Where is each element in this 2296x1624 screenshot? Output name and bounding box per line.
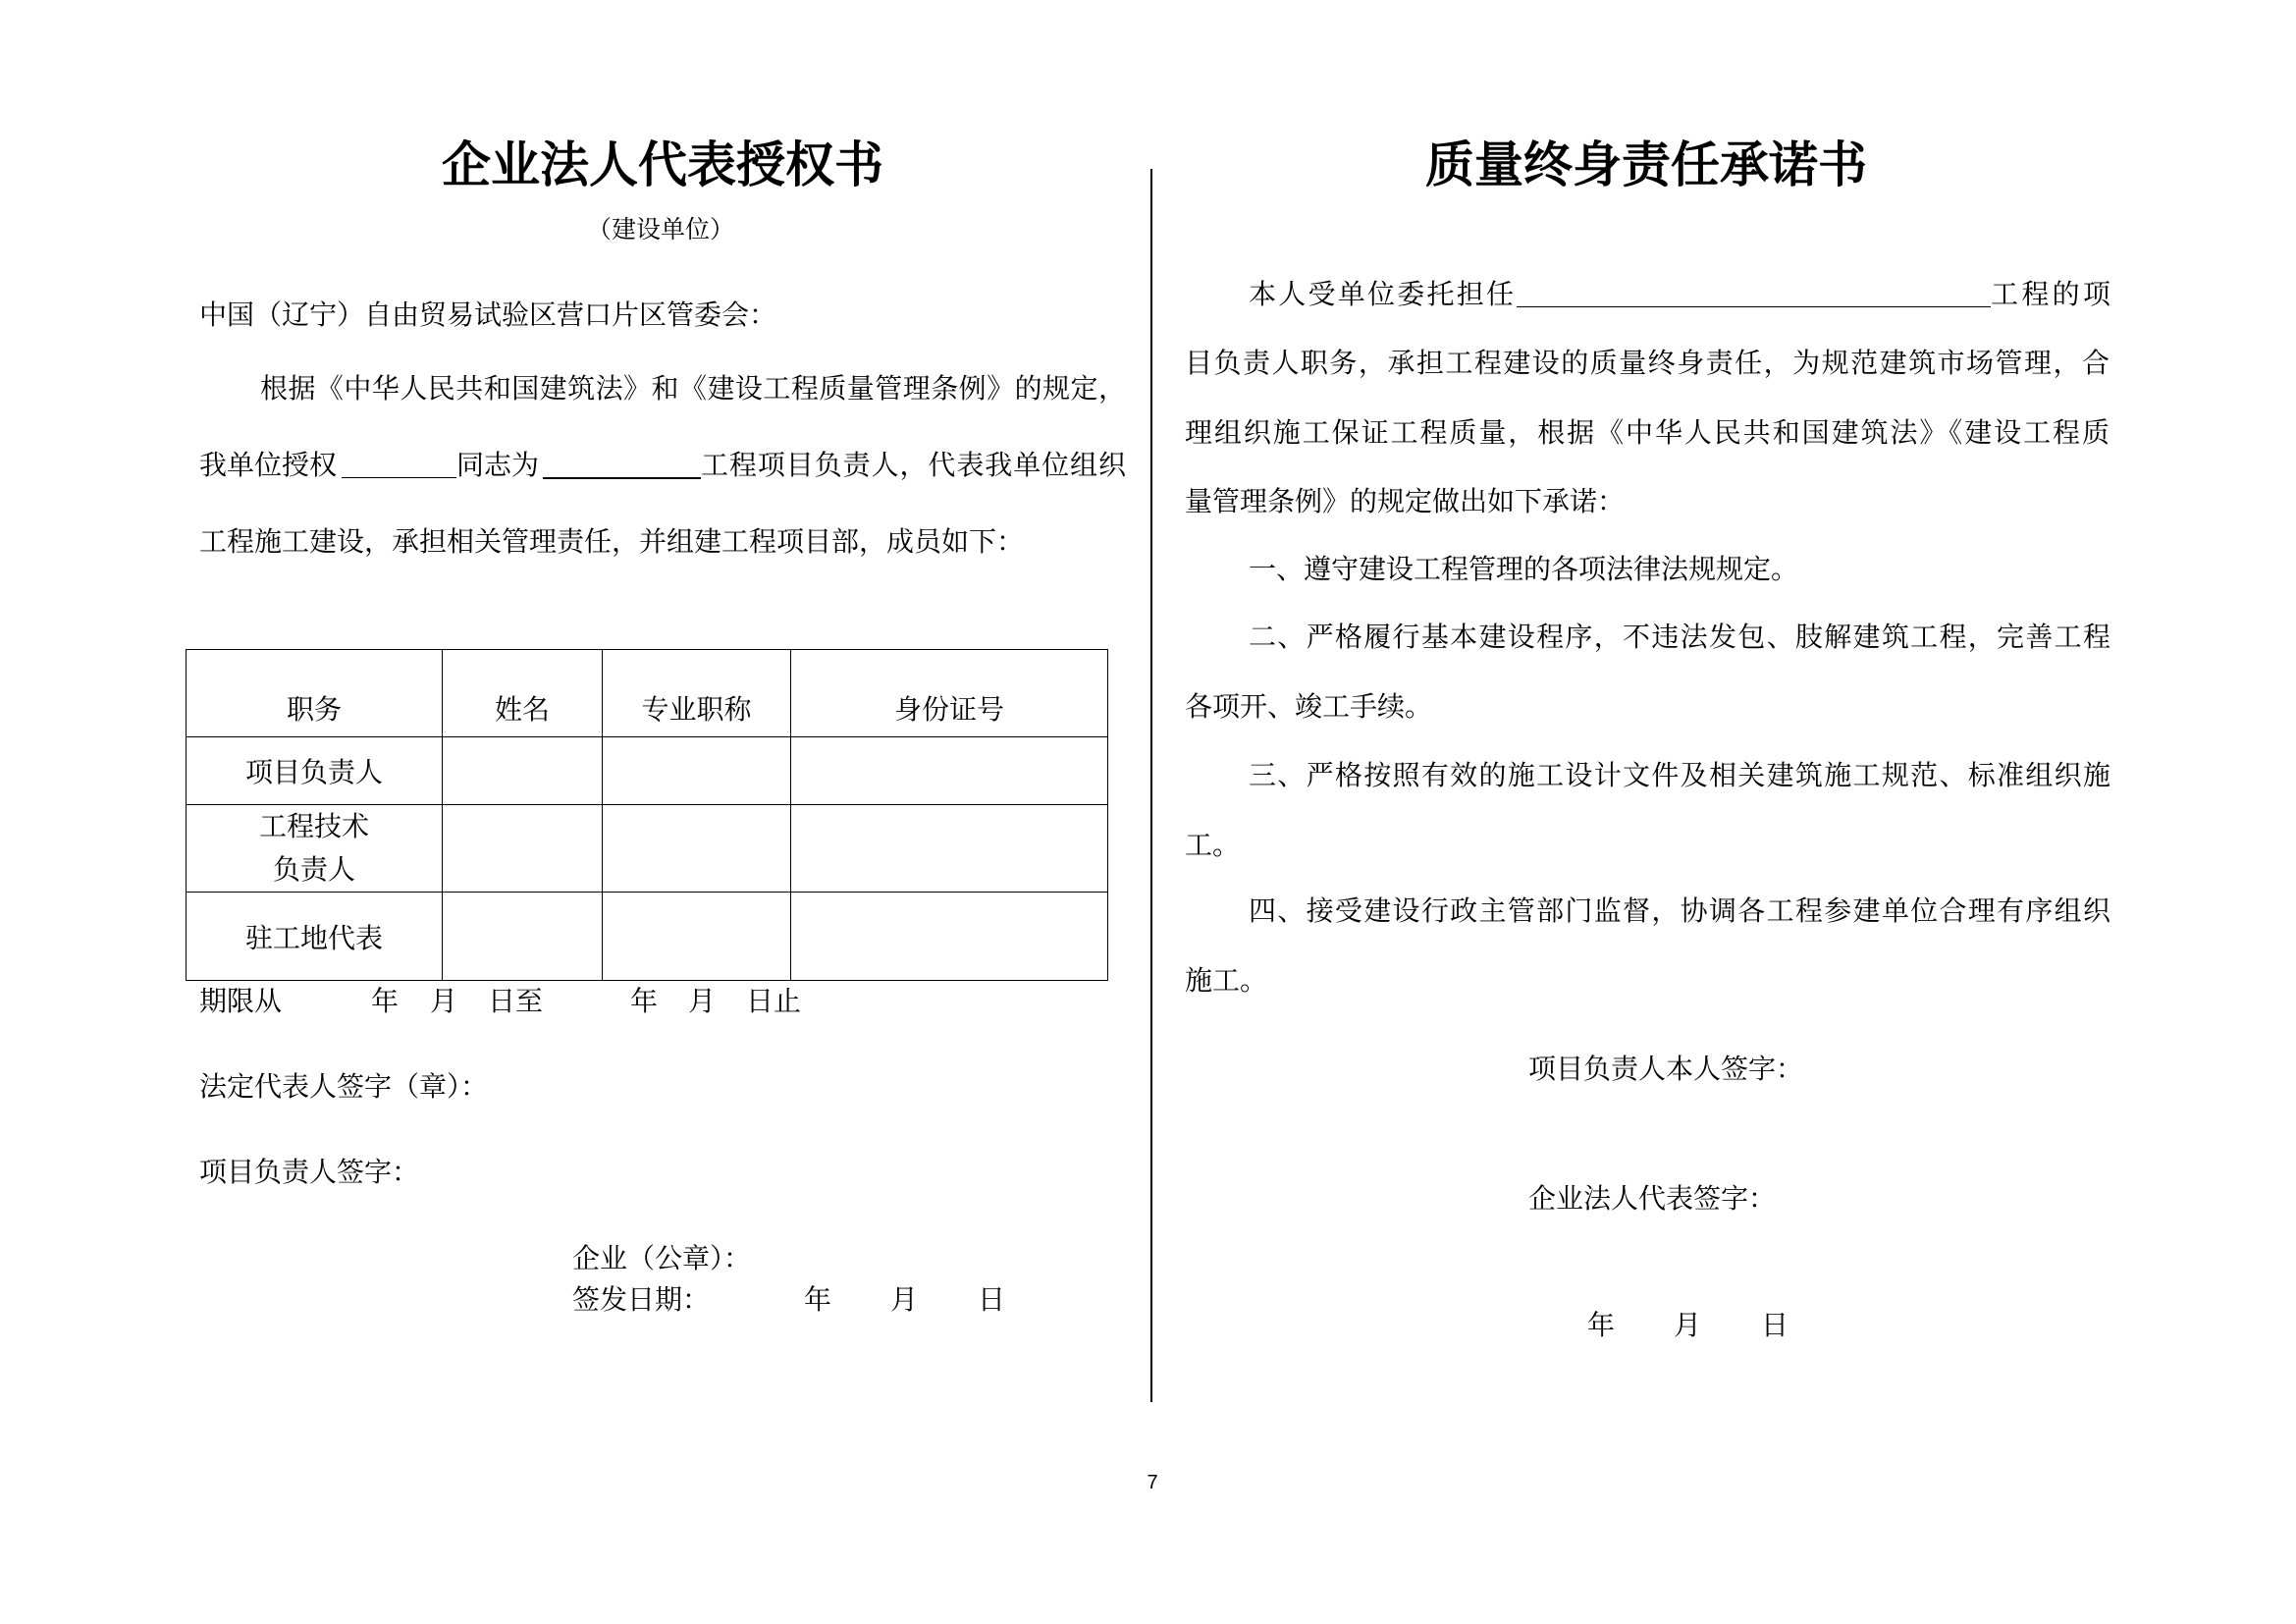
table-header-row (187, 650, 1108, 737)
role-line-1: 工程技术 (258, 810, 369, 842)
authorized-person-blank (342, 446, 456, 478)
table-row (187, 737, 1108, 805)
authorization-letter-subtitle: （建设单位） (586, 215, 734, 244)
table-header-id-number: 身份证号 (791, 650, 1108, 737)
authorization-body-line-1: 根据《中华人民共和国建筑法》和《建设工程质量管理条例》的规定， (260, 372, 1126, 405)
commitment-body-line-2: 目负责人职务，承担工程建设的质量终身责任，为规范建筑市场管理，合 (1185, 347, 2109, 379)
commitment-item-1: 一、遵守建设工程管理的各项法律法规规定。 (1249, 553, 1799, 585)
issue-date-label: 签发日期： (572, 1283, 711, 1316)
table-cell-professional-title (603, 805, 791, 893)
commitment-date-line (1587, 1306, 1803, 1345)
validity-period-line (199, 982, 886, 1021)
commitment-text-start: 本人受单位委托担任 (1249, 278, 1514, 310)
page-number: 7 (1147, 1472, 1158, 1493)
commitment-item-3-line-1: 三、严格按照有效的施工设计文件及相关建筑施工规范、标准组织施 (1249, 759, 2110, 791)
commitment-item-4-line-2: 施工。 (1185, 964, 1268, 997)
commitment-date-day: 日 (1761, 1309, 1789, 1341)
project-lead-personal-signature-label: 项目负责人本人签字： (1528, 1053, 1804, 1085)
commitment-body-line-3: 理组织施工保证工程质量，根据《中华人民共和国建筑法》《建设工程质 (1185, 416, 2109, 449)
period-start-year: 年 (371, 985, 400, 1017)
commitment-body-line-1 (1249, 275, 2110, 314)
table-cell-id-number (791, 737, 1108, 805)
commitment-item-4-line-1: 四、接受建设行政主管部门监督，协调各工程参建单位合理有序组织 (1249, 894, 2110, 927)
commitment-item-2-line-2: 各项开、竣工手续。 (1185, 690, 1433, 723)
addressee-line: 中国（辽宁）自由贸易试验区营口片区管委会： (199, 298, 777, 331)
role-line-2: 负责人 (272, 853, 355, 886)
authorization-body-line-3: 工程施工建设，承担相关管理责任，并组建工程项目部，成员如下： (199, 525, 1025, 558)
table-cell-name (443, 805, 603, 893)
commitment-date-year: 年 (1587, 1309, 1616, 1341)
authorization-text-middle: 同志为 (456, 449, 540, 481)
commitment-item-2-line-1: 二、严格履行基本建设程序，不违法发包、肢解建筑工程，完善工程 (1249, 621, 2110, 653)
period-end-day: 日止 (746, 985, 802, 1017)
commitment-letter-title: 质量终身责任承诺书 (1425, 135, 1867, 193)
company-seal-label: 企业（公章）： (572, 1242, 752, 1274)
commitment-body-line-4: 量管理条例》的规定做出如下承诺： (1185, 485, 1626, 517)
period-start-day: 日至 (488, 985, 544, 1017)
table-cell-professional-title (603, 737, 791, 805)
authorization-text-start: 我单位授权 (199, 449, 338, 481)
period-start-month: 月 (430, 985, 458, 1017)
authorization-letter-title: 企业法人代表授权书 (442, 135, 883, 193)
table-header-professional-title: 专业职称 (603, 650, 791, 737)
authorization-body-line-2 (199, 446, 1126, 485)
commitment-item-3-line-2: 工。 (1185, 829, 1241, 861)
table-cell-id-number (791, 805, 1108, 893)
table-cell-role: 驻工地代表 (187, 893, 443, 981)
project-team-table (186, 649, 1108, 981)
period-label: 期限从 (199, 985, 283, 1017)
legal-representative-signature-label: 企业法人代表签字： (1528, 1182, 1777, 1215)
issue-date-day: 日 (978, 1283, 1006, 1316)
table-row (187, 893, 1108, 981)
table-cell-name (443, 737, 603, 805)
issue-date-line (572, 1280, 1024, 1320)
page-divider (1150, 169, 1152, 1402)
project-lead-signature-label: 项目负责人签字： (199, 1156, 420, 1188)
period-end-year: 年 (630, 985, 659, 1017)
table-row (187, 805, 1108, 893)
table-cell-name (443, 893, 603, 981)
table-cell-id-number (791, 893, 1108, 981)
commitment-date-month: 月 (1674, 1309, 1702, 1341)
legal-representative-signature-label: 法定代表人签字（章）： (199, 1070, 489, 1103)
commitment-text-end: 工程的项 (1991, 278, 2110, 310)
project-name-blank (543, 446, 701, 479)
issue-date-month: 月 (890, 1283, 919, 1316)
table-cell-role (187, 805, 443, 893)
issue-date-year: 年 (804, 1283, 832, 1316)
table-header-position: 职务 (187, 650, 443, 737)
table-cell-role: 项目负责人 (187, 737, 443, 805)
project-name-blank (1517, 275, 1991, 307)
authorization-text-end: 工程项目负责人，代表我单位组织 (701, 449, 1126, 481)
table-cell-professional-title (603, 893, 791, 981)
period-end-month: 月 (688, 985, 717, 1017)
table-header-name: 姓名 (443, 650, 603, 737)
